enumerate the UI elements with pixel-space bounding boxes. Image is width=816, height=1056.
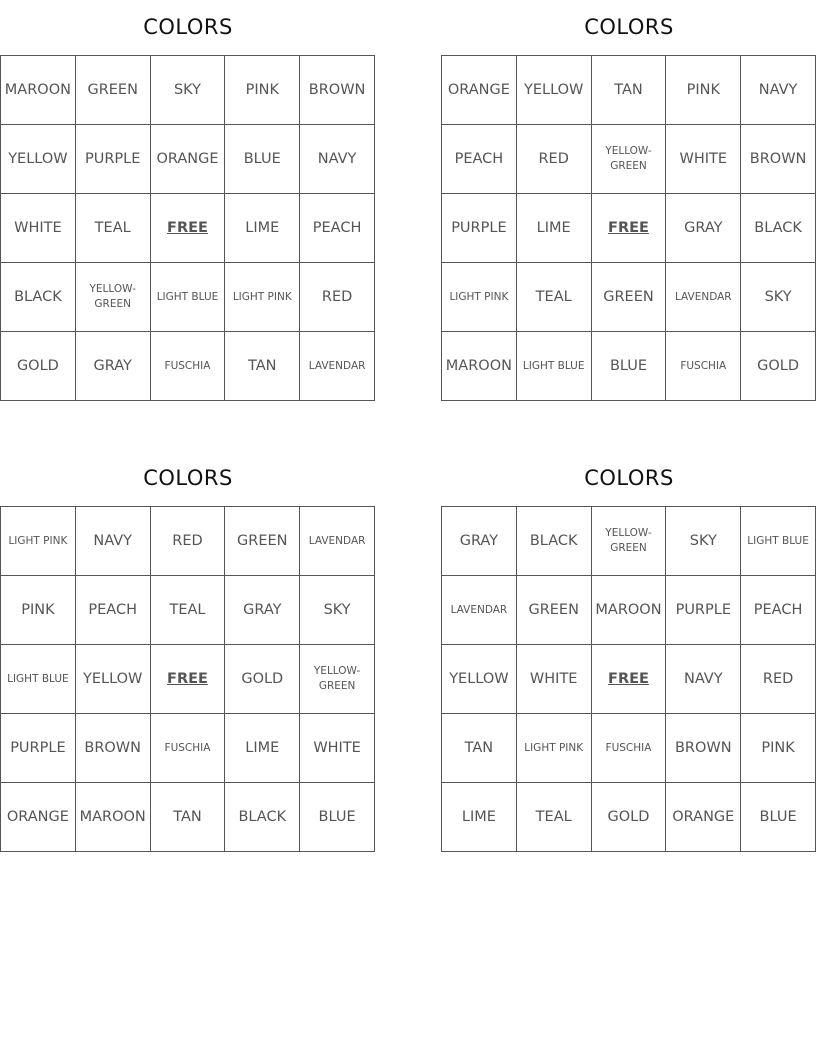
bingo-cell: LIGHT PINK bbox=[516, 714, 591, 783]
bingo-cell: SKY bbox=[666, 507, 741, 576]
bingo-cell: WHITE bbox=[516, 645, 591, 714]
bingo-cell: LIME bbox=[225, 714, 300, 783]
bingo-cell: BLACK bbox=[741, 194, 816, 263]
bingo-cell: SKY bbox=[150, 56, 225, 125]
grid-row bbox=[1, 645, 375, 714]
grid-row bbox=[442, 194, 816, 263]
grid-row bbox=[1, 332, 375, 401]
grid-row bbox=[1, 56, 375, 125]
bingo-cell: BLUE bbox=[225, 125, 300, 194]
bingo-cell: GREEN bbox=[591, 263, 666, 332]
bingo-grid bbox=[441, 55, 816, 401]
bingo-cell: PURPLE bbox=[1, 714, 76, 783]
bingo-cell: PEACH bbox=[300, 194, 375, 263]
bingo-cell: TAN bbox=[442, 714, 517, 783]
card-title: COLORS bbox=[584, 15, 674, 39]
free-space-cell: FREE bbox=[591, 194, 666, 263]
bingo-cell: BROWN bbox=[300, 56, 375, 125]
bingo-cell: FUSCHIA bbox=[591, 714, 666, 783]
bingo-cell: GRAY bbox=[442, 507, 517, 576]
bingo-cell: GOLD bbox=[741, 332, 816, 401]
bingo-cell: GREEN bbox=[516, 576, 591, 645]
bingo-card bbox=[441, 465, 816, 852]
grid-row bbox=[442, 125, 816, 194]
bingo-cell: BROWN bbox=[666, 714, 741, 783]
bingo-cell: MAROON bbox=[442, 332, 517, 401]
bingo-cell: NAVY bbox=[666, 645, 741, 714]
bingo-cell: LIGHT BLUE bbox=[516, 332, 591, 401]
bingo-cell: MAROON bbox=[591, 576, 666, 645]
bingo-cell: TAN bbox=[591, 56, 666, 125]
bingo-cell: FUSCHIA bbox=[150, 332, 225, 401]
free-space-cell: FREE bbox=[150, 194, 225, 263]
grid-row bbox=[442, 507, 816, 576]
bingo-card bbox=[0, 465, 376, 852]
bingo-cell: GOLD bbox=[591, 783, 666, 852]
bingo-cell: TEAL bbox=[75, 194, 150, 263]
bingo-cell: WHITE bbox=[300, 714, 375, 783]
bingo-cell: BLUE bbox=[300, 783, 375, 852]
grid-row bbox=[442, 56, 816, 125]
bingo-cell: GRAY bbox=[225, 576, 300, 645]
bingo-cell: PINK bbox=[741, 714, 816, 783]
bingo-cell: YELLOW bbox=[75, 645, 150, 714]
bingo-cell: PEACH bbox=[741, 576, 816, 645]
grid-row bbox=[1, 507, 375, 576]
bingo-cell: SKY bbox=[741, 263, 816, 332]
bingo-cell: SKY bbox=[300, 576, 375, 645]
bingo-cell: RED bbox=[516, 125, 591, 194]
grid-row bbox=[442, 783, 816, 852]
bingo-cell: TEAL bbox=[516, 783, 591, 852]
bingo-cell: YELLOW-GREEN bbox=[591, 125, 666, 194]
grid-row bbox=[1, 194, 375, 263]
card-title: COLORS bbox=[143, 466, 233, 490]
bingo-cell: BLACK bbox=[516, 507, 591, 576]
bingo-cell: PURPLE bbox=[666, 576, 741, 645]
bingo-cell: YELLOW bbox=[1, 125, 76, 194]
bingo-cell: NAVY bbox=[75, 507, 150, 576]
grid-row bbox=[442, 332, 816, 401]
card-title: COLORS bbox=[143, 15, 233, 39]
grid-row bbox=[442, 645, 816, 714]
bingo-cell: PINK bbox=[1, 576, 76, 645]
bingo-cell: BROWN bbox=[741, 125, 816, 194]
bingo-cell: TEAL bbox=[150, 576, 225, 645]
bingo-cell: LIGHT BLUE bbox=[150, 263, 225, 332]
bingo-cell: MAROON bbox=[75, 783, 150, 852]
grid-row bbox=[1, 125, 375, 194]
bingo-cell: NAVY bbox=[300, 125, 375, 194]
bingo-cell: LAVENDAR bbox=[442, 576, 517, 645]
bingo-cell: LIGHT PINK bbox=[1, 507, 76, 576]
bingo-cell: GRAY bbox=[666, 194, 741, 263]
bingo-cell: PINK bbox=[225, 56, 300, 125]
grid-row bbox=[442, 714, 816, 783]
bingo-cell: TAN bbox=[150, 783, 225, 852]
bingo-cell: BLUE bbox=[741, 783, 816, 852]
bingo-cell: BLUE bbox=[591, 332, 666, 401]
bingo-cell: GOLD bbox=[225, 645, 300, 714]
bingo-cell: LIME bbox=[516, 194, 591, 263]
bingo-cell: YELLOW-GREEN bbox=[591, 507, 666, 576]
bingo-cell: BLACK bbox=[225, 783, 300, 852]
bingo-grid bbox=[0, 55, 375, 401]
bingo-cell: ORANGE bbox=[666, 783, 741, 852]
bingo-cell: YELLOW-GREEN bbox=[300, 645, 375, 714]
grid-row bbox=[442, 263, 816, 332]
bingo-cell: RED bbox=[300, 263, 375, 332]
bingo-cell: LIGHT BLUE bbox=[1, 645, 76, 714]
bingo-cell: GOLD bbox=[1, 332, 76, 401]
bingo-cell: GRAY bbox=[75, 332, 150, 401]
bingo-cell: ORANGE bbox=[150, 125, 225, 194]
free-space-cell: FREE bbox=[591, 645, 666, 714]
bingo-cell: MAROON bbox=[1, 56, 76, 125]
bingo-cell: LIGHT PINK bbox=[442, 263, 517, 332]
free-space-cell: FREE bbox=[150, 645, 225, 714]
bingo-cell: YELLOW bbox=[516, 56, 591, 125]
bingo-cell: BLACK bbox=[1, 263, 76, 332]
bingo-cell: PEACH bbox=[75, 576, 150, 645]
bingo-card bbox=[441, 14, 816, 401]
bingo-cell: LAVENDAR bbox=[300, 507, 375, 576]
bingo-cell: RED bbox=[741, 645, 816, 714]
bingo-cell: TEAL bbox=[516, 263, 591, 332]
bingo-cell: FUSCHIA bbox=[150, 714, 225, 783]
bingo-cell: PINK bbox=[666, 56, 741, 125]
bingo-cell: GREEN bbox=[75, 56, 150, 125]
bingo-cell: PEACH bbox=[442, 125, 517, 194]
bingo-cell: PURPLE bbox=[75, 125, 150, 194]
bingo-cell: PURPLE bbox=[442, 194, 517, 263]
bingo-cell: YELLOW bbox=[442, 645, 517, 714]
bingo-cell: ORANGE bbox=[1, 783, 76, 852]
grid-row bbox=[1, 783, 375, 852]
bingo-cell: GREEN bbox=[225, 507, 300, 576]
bingo-cell: LIME bbox=[225, 194, 300, 263]
bingo-cell: LIGHT PINK bbox=[225, 263, 300, 332]
bingo-cell: WHITE bbox=[1, 194, 76, 263]
bingo-grid bbox=[0, 506, 375, 852]
bingo-cell: BROWN bbox=[75, 714, 150, 783]
bingo-cell: LAVENDAR bbox=[300, 332, 375, 401]
bingo-cell: NAVY bbox=[741, 56, 816, 125]
grid-row bbox=[442, 576, 816, 645]
bingo-cell: WHITE bbox=[666, 125, 741, 194]
bingo-cell: LIME bbox=[442, 783, 517, 852]
bingo-cell: LIGHT BLUE bbox=[741, 507, 816, 576]
bingo-cell: TAN bbox=[225, 332, 300, 401]
bingo-cell: RED bbox=[150, 507, 225, 576]
bingo-cell: FUSCHIA bbox=[666, 332, 741, 401]
bingo-card bbox=[0, 14, 376, 401]
bingo-grid bbox=[441, 506, 816, 852]
bingo-cell: ORANGE bbox=[442, 56, 517, 125]
grid-row bbox=[1, 576, 375, 645]
grid-row bbox=[1, 263, 375, 332]
bingo-cell: LAVENDAR bbox=[666, 263, 741, 332]
card-title: COLORS bbox=[584, 466, 674, 490]
grid-row bbox=[1, 714, 375, 783]
bingo-cell: YELLOW-GREEN bbox=[75, 263, 150, 332]
